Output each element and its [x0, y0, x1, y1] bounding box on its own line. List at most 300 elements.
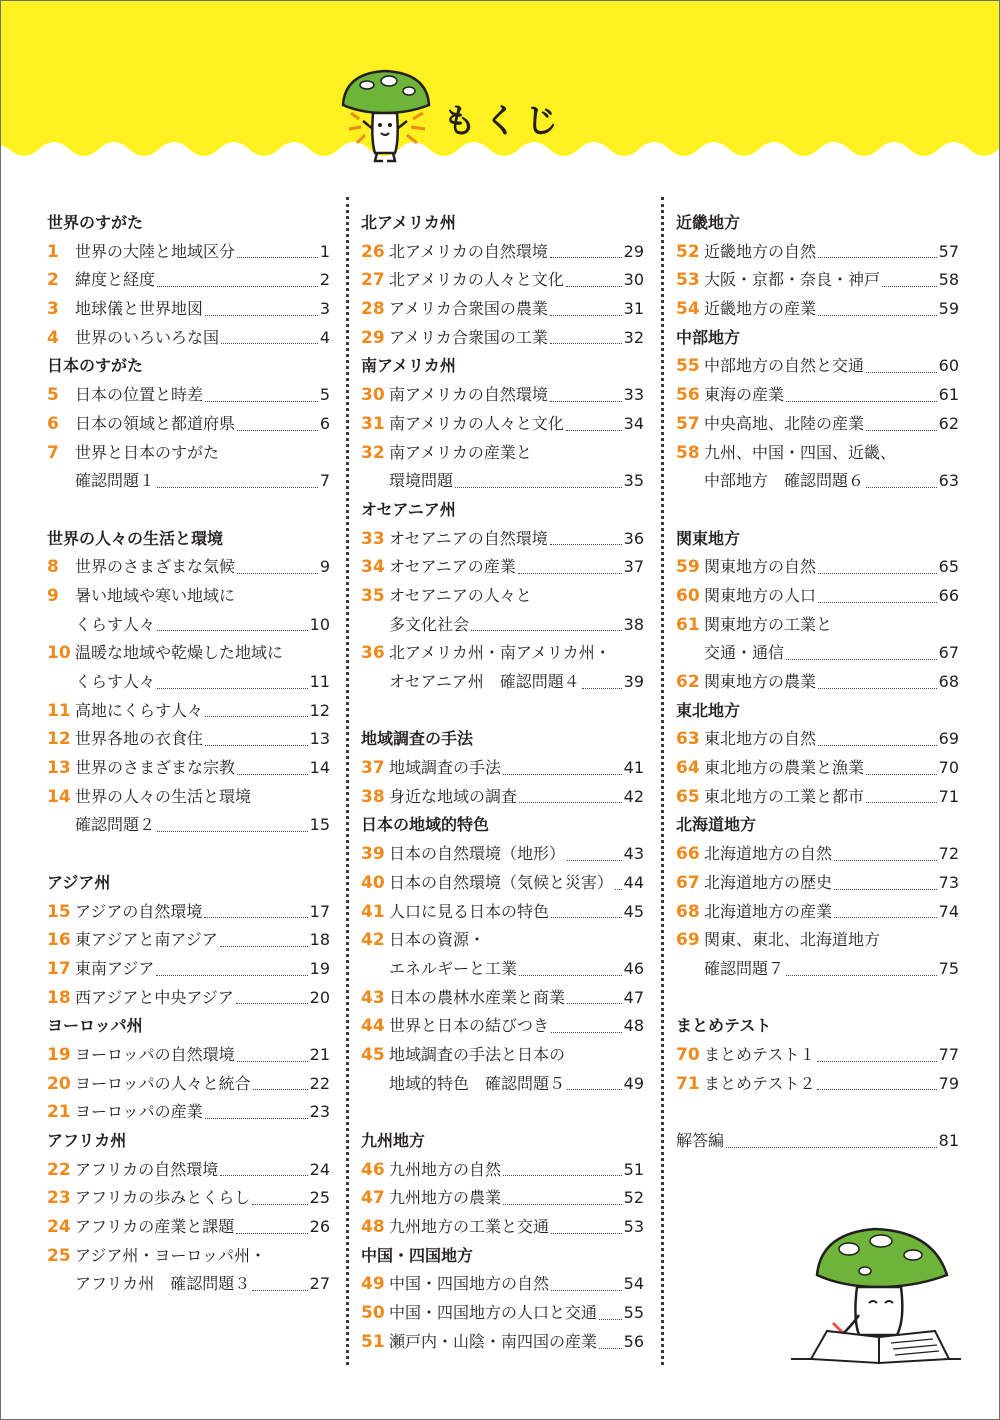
unit-number: 28	[361, 299, 385, 320]
unit-number: 16	[47, 930, 71, 951]
dot-leader	[455, 459, 622, 488]
toc-column-1	[47, 209, 330, 1299]
entry-title: 確認問題２	[75, 815, 156, 835]
unit-number: 65	[676, 786, 700, 807]
entry-title: 北海道地方の歴史	[704, 872, 833, 892]
entry-line	[704, 295, 959, 324]
page-number: 19	[309, 958, 330, 978]
unit-number: 67	[676, 872, 700, 893]
dot-leader	[566, 258, 622, 287]
entry-title: 東南アジア	[75, 958, 155, 978]
unit-number: 58	[676, 442, 700, 463]
entry-line	[75, 324, 330, 353]
entry-line	[389, 410, 644, 439]
dot-leader	[220, 918, 308, 947]
toc-entry[interactable]	[361, 1213, 644, 1242]
unit-number: 27	[361, 270, 385, 291]
page-number: 67	[938, 643, 959, 663]
entry-title: アジアの自然環境	[75, 901, 203, 921]
entry-title: 関東地方の工業と	[704, 614, 833, 634]
entry-title: エネルギーと工業	[389, 958, 518, 978]
dot-leader	[237, 402, 318, 431]
dot-leader	[551, 1004, 622, 1033]
toc-entry[interactable]	[676, 783, 959, 812]
entry-line	[75, 410, 330, 439]
page-number: 74	[938, 901, 959, 921]
entry-title: 世界の人々の生活と環境	[75, 786, 252, 806]
toc-entry[interactable]	[676, 1070, 959, 1099]
entry-title: 温暖な地域や乾燥した地域に	[75, 643, 284, 663]
entry-title: 地球儀と世界地図	[75, 299, 204, 319]
toc-entry-continuation[interactable]	[47, 467, 330, 496]
entry-title: 世界と日本の結びつき	[389, 1016, 550, 1036]
section-title: 南アメリカ州	[361, 356, 456, 376]
unit-number: 8	[47, 557, 59, 578]
section-title: 中国・四国地方	[361, 1245, 474, 1265]
entry-title: 日本の自然環境（地形）	[389, 844, 566, 864]
entry-title: 北海道地方の自然	[704, 844, 833, 864]
toc-entry[interactable]	[47, 1098, 330, 1127]
entry-title: 地域調査の手法	[389, 758, 502, 778]
toc-entry[interactable]	[47, 1213, 330, 1242]
dot-leader	[519, 775, 622, 804]
unit-number: 71	[676, 1073, 700, 1094]
page-number: 66	[938, 585, 959, 605]
entry-title: アフリカの歩みとくらし	[75, 1188, 251, 1208]
entry-title: アフリカの自然環境	[75, 1159, 219, 1179]
unit-number: 50	[361, 1303, 385, 1324]
entry-line	[75, 467, 330, 496]
page-number: 1	[319, 241, 330, 261]
page-number: 9	[319, 557, 330, 577]
dot-leader	[786, 631, 937, 660]
dot-leader	[205, 689, 308, 718]
entry-title: 世界のいろいろな国	[75, 327, 220, 347]
entry-line	[389, 324, 644, 353]
entry-title: 暑い地域や寒い地域に	[75, 585, 236, 605]
unit-number: 68	[676, 901, 700, 922]
dot-leader	[205, 373, 318, 402]
spacer	[361, 697, 644, 726]
unit-number: 32	[361, 442, 385, 463]
toc-entry[interactable]	[361, 553, 644, 582]
entry-title: 東北地方の農業と漁業	[704, 758, 865, 778]
entry-title: 確認問題１	[75, 471, 156, 491]
dot-leader	[236, 976, 308, 1005]
toc-entry[interactable]	[676, 295, 959, 324]
page-number: 37	[623, 557, 644, 577]
entry-title: オセアニアの自然環境	[389, 528, 548, 548]
page-number: 25	[309, 1188, 330, 1208]
dot-leader	[818, 230, 937, 259]
entry-title: 環境問題	[389, 471, 454, 491]
unit-number: 19	[47, 1044, 71, 1065]
entry-title: オセアニアの産業	[389, 557, 516, 577]
toc-entry[interactable]	[676, 668, 959, 697]
page-number: 53	[623, 1217, 644, 1237]
entry-line	[389, 783, 644, 812]
toc-entry-continuation[interactable]	[47, 811, 330, 840]
dot-leader	[866, 746, 937, 775]
section-title: 日本の地域的特色	[361, 815, 490, 835]
unit-number: 56	[676, 385, 700, 406]
dot-leader	[566, 402, 622, 431]
dot-leader	[237, 746, 308, 775]
dot-leader	[503, 1148, 622, 1177]
entry-line	[75, 984, 330, 1013]
entry-line	[75, 611, 330, 640]
entry-line	[704, 582, 959, 611]
entry-line	[389, 840, 644, 869]
unit-number: 25	[47, 1245, 71, 1266]
entry-title: 日本の自然環境（気候と災害）	[389, 872, 614, 892]
dot-leader	[551, 1262, 622, 1291]
page-number: 34	[623, 413, 644, 433]
unit-number: 10	[47, 643, 71, 664]
entry-title: 近畿地方の産業	[704, 299, 817, 319]
entry-title: 中国・四国地方の人口と交通	[389, 1303, 598, 1323]
dot-leader	[834, 861, 937, 890]
dot-leader	[471, 603, 622, 632]
dot-leader	[786, 947, 937, 976]
column-divider	[346, 197, 349, 1365]
toc-entry[interactable]	[676, 898, 959, 927]
entry-title: 世界と日本のすがた	[75, 442, 220, 462]
entry-title: 西アジアと中央アジア	[75, 987, 234, 1007]
dot-leader	[156, 947, 307, 976]
unit-number: 45	[361, 1044, 385, 1065]
toc-entry-continuation[interactable]	[676, 467, 959, 496]
unit-number: 30	[361, 385, 385, 406]
dot-leader	[818, 717, 937, 746]
page-title: もくじ	[443, 101, 566, 140]
entry-line	[704, 1070, 959, 1099]
page-number: 73	[938, 872, 959, 892]
spacer	[47, 840, 330, 869]
dot-leader	[550, 517, 622, 546]
page-number: 15	[309, 815, 330, 835]
page-number: 71	[938, 786, 959, 806]
dot-leader	[221, 316, 318, 345]
entry-line	[704, 668, 959, 697]
mushroom-mascot-icon	[337, 67, 435, 163]
unit-number: 6	[47, 413, 59, 434]
dot-leader	[157, 660, 308, 689]
toc-entry[interactable]	[47, 553, 330, 582]
entry-line	[389, 1328, 644, 1357]
page-number: 56	[623, 1331, 644, 1351]
entry-line	[389, 467, 644, 496]
unit-number: 3	[47, 299, 59, 320]
section-title: 北海道地方	[676, 815, 757, 835]
page-number: 52	[623, 1188, 644, 1208]
entry-title: 北アメリカの自然環境	[389, 241, 548, 261]
page-number: 77	[938, 1044, 959, 1064]
section-title: 東北地方	[676, 700, 741, 720]
unit-number: 43	[361, 987, 385, 1008]
page-number: 58	[938, 270, 959, 290]
section-title: 北アメリカ州	[361, 213, 456, 232]
entry-title: アフリカ州 確認問題３	[75, 1274, 251, 1294]
unit-number: 69	[676, 930, 700, 951]
page-number: 18	[309, 930, 330, 950]
entry-title: 世界のさまざまな気候	[75, 557, 236, 577]
unit-number: 34	[361, 557, 385, 578]
page-number: 43	[623, 844, 644, 864]
unit-number: 33	[361, 528, 385, 549]
reading-mascot-icon	[787, 1219, 963, 1365]
toc-entry[interactable]	[676, 1127, 959, 1156]
entry-line	[389, 1213, 644, 1242]
page-number: 26	[309, 1217, 330, 1237]
unit-number: 23	[47, 1188, 71, 1209]
entry-title: アジア州・ヨーロッパ州・	[75, 1245, 267, 1265]
entry-title: 中部地方の自然と交通	[704, 356, 865, 376]
page-number: 70	[938, 758, 959, 778]
toc-entry[interactable]	[361, 840, 644, 869]
page-number: 29	[623, 241, 644, 261]
toc-entry-continuation[interactable]	[47, 1270, 330, 1299]
unit-number: 14	[47, 786, 71, 807]
dot-leader	[550, 373, 622, 402]
entry-title: 関東地方の自然	[704, 557, 817, 577]
dot-leader	[252, 1262, 307, 1291]
dot-leader	[866, 402, 937, 431]
dot-leader	[253, 1062, 308, 1091]
entry-line	[389, 611, 644, 640]
dot-leader	[237, 545, 318, 574]
entry-line	[704, 467, 959, 496]
unit-number: 64	[676, 758, 700, 779]
entry-title: 九州地方の工業と交通	[389, 1217, 550, 1237]
dot-leader	[866, 344, 937, 373]
toc-entry[interactable]	[361, 1328, 644, 1357]
section-title: 日本のすがた	[47, 356, 144, 376]
entry-title: 世界のさまざまな宗教	[75, 758, 236, 778]
entry-title: オセアニアの人々と	[389, 585, 532, 605]
entry-line	[75, 1098, 330, 1127]
entry-title: まとめテスト２	[704, 1073, 816, 1093]
section-title: アジア州	[47, 872, 111, 892]
unit-number: 9	[47, 585, 59, 606]
entry-line	[704, 783, 959, 812]
dot-leader	[818, 574, 937, 603]
entry-title: 関東、東北、北海道地方	[704, 930, 881, 950]
page-number: 23	[309, 1102, 330, 1122]
dot-leader	[205, 287, 318, 316]
dot-leader	[582, 660, 622, 689]
toc-entry[interactable]	[361, 898, 644, 927]
page-number: 35	[623, 471, 644, 491]
page-number: 60	[938, 356, 959, 376]
section-title: 関東地方	[676, 528, 741, 548]
page-number: 27	[309, 1274, 330, 1294]
page-number: 6	[319, 413, 330, 433]
page-number: 32	[623, 327, 644, 347]
page-number: 33	[623, 385, 644, 405]
unit-number: 61	[676, 614, 700, 635]
toc-entry[interactable]	[361, 1012, 644, 1041]
toc-entry[interactable]	[676, 582, 959, 611]
entry-title: 日本の資源・	[389, 930, 486, 950]
unit-number: 60	[676, 585, 700, 606]
unit-number: 22	[47, 1159, 71, 1180]
section-title: 九州地方	[361, 1131, 426, 1150]
dot-leader	[550, 230, 622, 259]
entry-title: オセアニア州 確認問題４	[389, 672, 580, 691]
page-number: 10	[309, 614, 330, 634]
unit-number: 62	[676, 672, 700, 692]
unit-number: 12	[47, 729, 71, 750]
dot-leader	[599, 1320, 622, 1349]
unit-number: 24	[47, 1217, 71, 1238]
entry-title: 九州、中国・四国、近畿、	[704, 442, 897, 462]
page-number: 54	[623, 1274, 644, 1294]
unit-number: 2	[47, 270, 59, 291]
spacer	[676, 984, 959, 1013]
entry-title: 中部地方 確認問題６	[704, 471, 865, 491]
entry-title: 解答編	[676, 1131, 725, 1150]
unit-number: 51	[361, 1331, 385, 1352]
entry-title: くらす人々	[75, 614, 156, 634]
toc-entry[interactable]	[47, 324, 330, 353]
entry-line	[704, 410, 959, 439]
unit-number: 13	[47, 758, 71, 779]
toc-entry-continuation[interactable]	[361, 611, 644, 640]
page-number: 51	[623, 1159, 644, 1179]
entry-title: 日本の領域と都道府県	[75, 413, 236, 433]
dot-leader	[519, 947, 622, 976]
dot-leader	[567, 832, 622, 861]
dot-leader	[567, 976, 622, 1005]
entry-title: 東アジアと南アジア	[75, 930, 218, 950]
entry-line	[389, 898, 644, 927]
entry-title: 北海道地方の産業	[704, 901, 833, 921]
toc-entry[interactable]	[361, 783, 644, 812]
page-number: 31	[623, 299, 644, 319]
dot-leader	[550, 287, 622, 316]
entry-title: 南アメリカの自然環境	[389, 385, 548, 405]
entry-title: まとめテスト１	[704, 1044, 816, 1064]
entry-title: 人口に見る日本の特色	[389, 901, 550, 921]
page-number: 38	[623, 614, 644, 634]
dot-leader	[518, 545, 622, 574]
entry-title: 北アメリカ州・南アメリカ州・	[389, 643, 611, 663]
dot-leader	[615, 861, 622, 890]
toc-entry-continuation[interactable]	[361, 467, 644, 496]
dot-leader	[834, 890, 937, 919]
toc-entry[interactable]	[47, 984, 330, 1013]
page-number: 62	[938, 413, 959, 433]
entry-title: 中央高地、北陸の産業	[704, 413, 865, 433]
toc-entry[interactable]	[676, 410, 959, 439]
page-number: 2	[319, 270, 330, 290]
entry-title: 関東地方の人口	[704, 585, 817, 605]
entry-title: ヨーロッパの産業	[75, 1102, 203, 1122]
page-number: 14	[309, 758, 330, 778]
toc-entry[interactable]	[361, 324, 644, 353]
dot-leader	[157, 258, 318, 287]
toc-entry-continuation[interactable]	[47, 611, 330, 640]
page-number: 45	[623, 901, 644, 921]
unit-number: 5	[47, 385, 59, 406]
unit-number: 41	[361, 901, 385, 922]
entry-title: 地域調査の手法と日本の	[389, 1044, 566, 1064]
entry-title: 世界の大陸と地域区分	[75, 241, 236, 261]
unit-number: 26	[361, 241, 385, 262]
entry-line	[389, 1070, 644, 1099]
toc-entry-continuation[interactable]	[361, 1070, 644, 1099]
unit-number: 17	[47, 958, 71, 979]
entry-title: アメリカ合衆国の農業	[389, 299, 548, 319]
dot-leader	[204, 890, 307, 919]
unit-number: 38	[361, 786, 385, 807]
dot-leader	[818, 287, 937, 316]
page-number: 22	[309, 1073, 330, 1093]
dot-leader	[550, 316, 622, 345]
page-number: 81	[938, 1131, 959, 1150]
toc-entry[interactable]	[361, 410, 644, 439]
entry-title: 南アメリカの人々と文化	[389, 413, 564, 433]
dot-leader	[551, 1205, 622, 1234]
entry-title: 東北地方の自然	[704, 729, 817, 749]
dot-leader	[726, 1119, 937, 1148]
page-number: 39	[623, 672, 644, 691]
entry-title: ヨーロッパの自然環境	[75, 1044, 235, 1064]
page-number: 42	[623, 786, 644, 806]
section-title: 中部地方	[676, 327, 741, 347]
page-number: 69	[938, 729, 959, 749]
toc-entry[interactable]	[47, 754, 330, 783]
entry-title: 日本の位置と時差	[75, 385, 204, 405]
dot-leader	[834, 832, 937, 861]
dot-leader	[866, 775, 937, 804]
toc-entry[interactable]	[47, 410, 330, 439]
page-number: 63	[938, 471, 959, 491]
section-title: まとめテスト	[676, 1016, 772, 1036]
entry-title: 東海の産業	[704, 385, 785, 405]
column-divider	[661, 197, 664, 1365]
unit-number: 21	[47, 1102, 71, 1123]
entry-title: 身近な地域の調査	[389, 786, 518, 806]
page-number: 44	[623, 872, 644, 892]
section-title: ヨーロッパ州	[47, 1016, 143, 1036]
page-number: 68	[938, 672, 959, 691]
unit-number: 20	[47, 1073, 71, 1094]
dot-leader	[818, 660, 937, 689]
unit-number: 7	[47, 442, 59, 463]
entry-title: 多文化社会	[389, 614, 470, 634]
entry-title: 東北地方の工業と都市	[704, 786, 865, 806]
entry-title: 世界各地の衣食住	[75, 729, 204, 749]
spacer	[361, 1098, 644, 1127]
page-number: 59	[938, 299, 959, 319]
page-number: 5	[319, 385, 330, 405]
entry-title: 交通・通信	[704, 643, 785, 663]
dot-leader	[817, 1033, 936, 1062]
section-title: 近畿地方	[676, 213, 741, 232]
toc-entry-continuation[interactable]	[676, 955, 959, 984]
page-number: 48	[623, 1016, 644, 1036]
entry-title: ヨーロッパの人々と統合	[75, 1073, 251, 1093]
page-number: 4	[319, 327, 330, 347]
entry-title: アメリカ合衆国の工業	[389, 327, 548, 347]
page-number: 7	[319, 471, 330, 491]
dot-leader	[882, 258, 937, 287]
toc-entry-continuation[interactable]	[361, 668, 644, 697]
unit-number: 53	[676, 270, 700, 291]
unit-number: 40	[361, 872, 385, 893]
